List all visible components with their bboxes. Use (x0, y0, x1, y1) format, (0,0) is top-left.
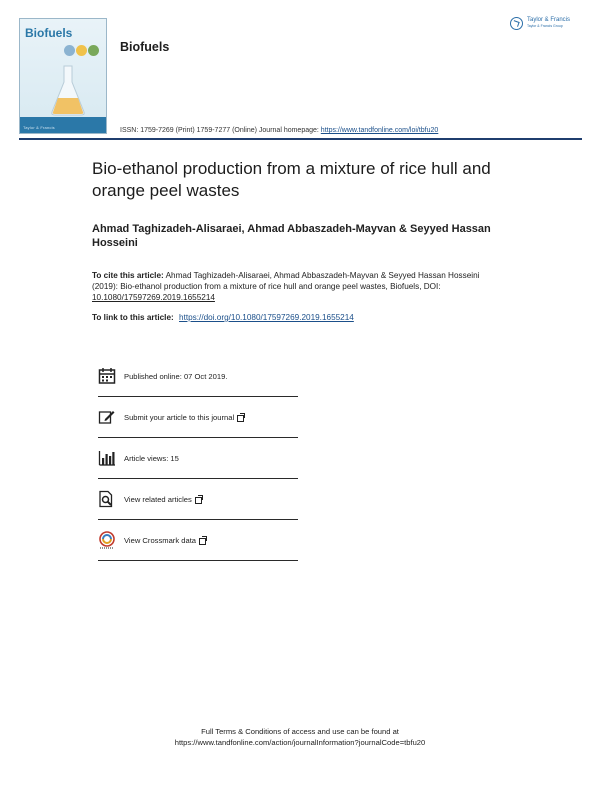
external-link-icon (199, 536, 207, 544)
cite-label: To cite this article: (92, 271, 164, 280)
submit-article-item[interactable] (98, 397, 298, 438)
cite-text: Ahmad Taghizadeh-Alisaraei, Ahmad Abbaszadeh-Mayvan & Seyyed Hassan Hosseini (2019): Bio-ethanol production from a mixture of rice hull and orange peel wastes, Biofuels, DOI: (92, 271, 480, 291)
crossmark-link[interactable]: View Crossmark data (124, 535, 197, 545)
related-articles-link[interactable]: View related articles (124, 494, 192, 504)
article-views-item (98, 438, 298, 479)
publisher-logo-icon (510, 17, 523, 30)
publisher-group: Taylor & Francis Group (527, 24, 563, 28)
published-online-label: Published online: 07 Oct 2019. (124, 371, 228, 381)
cover-title: Biofuels (25, 26, 73, 40)
cover-footer-bar (20, 117, 106, 133)
external-link-icon (195, 495, 203, 503)
footer-terms-url[interactable]: https://www.tandfonline.com/action/journalInformation?journalCode=tbfu20 (174, 738, 426, 747)
header-divider (19, 138, 582, 140)
publisher-logo[interactable] (510, 17, 570, 30)
footer-terms-text: Full Terms & Conditions of access and use can be found at (201, 727, 399, 736)
citation-block (92, 270, 504, 303)
search-document-icon (98, 490, 116, 508)
published-online-item (98, 356, 298, 397)
external-link-icon (237, 413, 245, 421)
issn-line (120, 127, 438, 134)
article-title: Bio-ethanol production from a mixture of rice hull and orange peel wastes (92, 159, 491, 200)
doi-link[interactable]: 10.1080/17597269.2019.1655214 (92, 293, 215, 302)
journal-cover-image[interactable] (19, 18, 107, 134)
publisher-name: Taylor & Francis (527, 17, 571, 23)
flask-illustration (50, 64, 86, 116)
cover-publisher: Taylor & Francis (23, 125, 55, 130)
journal-name: Biofuels (120, 40, 170, 54)
edit-icon (98, 408, 116, 426)
link-label: To link to this article: (92, 313, 174, 322)
issn-text: ISSN: 1759-7269 (Print) 1759-7277 (Online) Journal homepage: (120, 127, 319, 134)
cover-decoration (64, 45, 99, 56)
article-actions-list (98, 356, 298, 561)
calendar-icon (98, 367, 116, 385)
article-authors: Ahmad Taghizadeh-Alisaraei, Ahmad Abbaszadeh-Mayvan & Seyyed Hassan Hosseini (92, 223, 491, 249)
crossmark-item[interactable] (98, 520, 298, 561)
bar-chart-icon (98, 449, 116, 467)
journal-homepage-link[interactable]: https://www.tandfonline.com/loi/tbfu20 (320, 127, 439, 134)
footer (0, 726, 600, 748)
crossmark-icon (98, 531, 116, 549)
article-views-label: Article views: 15 (124, 453, 179, 463)
article-doi-url[interactable]: https://doi.org/10.1080/17597269.2019.1655214 (179, 313, 354, 322)
submit-article-link[interactable]: Submit your article to this journal (124, 412, 235, 422)
related-articles-item[interactable] (98, 479, 298, 520)
article-link-line (92, 313, 354, 322)
